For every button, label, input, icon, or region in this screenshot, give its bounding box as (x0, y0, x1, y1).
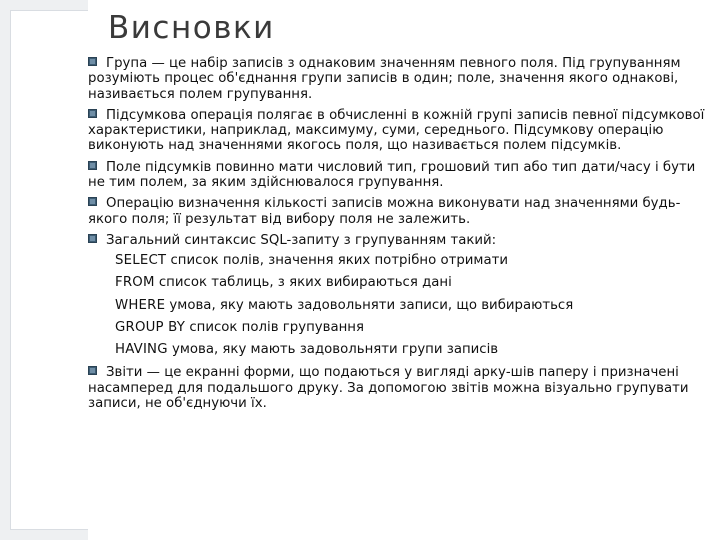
bullet-text: Звіти — це екранні форми, що подаються у вигляді арку-шів паперу і призначені насамперед для подальшого друку. За допомогою звітів можна візуально групувати записи, не об'єднуючи їх. (88, 365, 689, 411)
slide-title: Висновки (108, 10, 275, 46)
square-bullet-icon (88, 366, 97, 375)
sql-line (88, 317, 716, 339)
bullet-text: Загальний синтаксис SQL-запиту з групуванням такий: (106, 232, 497, 248)
bullet-item (88, 56, 716, 102)
square-bullet-icon (88, 234, 97, 243)
bullet-text: Поле підсумків повинно мати числовий тип, грошовий тип або тип дати/часу і бути не тим полем, за яким здійснювалося групування. (88, 159, 696, 191)
sql-description: список таблиць, з яких вибираються дані (154, 275, 452, 291)
sql-line (88, 339, 716, 361)
sql-description: умова, яку мають задовольняти групи записів (167, 342, 499, 358)
sql-keyword: WHERE (115, 297, 166, 313)
left-decor-band (0, 0, 88, 540)
sql-description: список полів групування (185, 319, 365, 335)
sql-keyword: FROM (115, 275, 155, 291)
square-bullet-icon (88, 197, 97, 206)
bullet-text: Операцію визначення кількості записів можна виконувати над значеннями будь-якого поля; її результат від вибору поля не залежить. (88, 196, 681, 227)
sql-keyword: GROUP BY (115, 319, 186, 335)
slide-content (88, 56, 716, 411)
bullet-item (88, 160, 716, 191)
sql-description: список полів, значення яких потрібно отримати (166, 253, 508, 269)
sql-keyword: HAVING (115, 342, 168, 358)
bullet-text: Підсумкова операція полягає в обчисленні в кожній групі записів певної підсумкової характеристики, наприклад, максимуму, суми, середнього. Підсумкову операцію виконують над значеннями якогось поля, що називається полем підсумків. (88, 107, 705, 154)
sql-description: умова, яку мають задовольняти записи, що вибираються (165, 297, 574, 313)
left-decor-panel (10, 10, 88, 530)
sql-line (88, 250, 716, 272)
bullet-item (88, 108, 716, 154)
bullet-item (88, 233, 716, 248)
sql-syntax-block (88, 250, 716, 361)
square-bullet-icon (88, 109, 97, 118)
square-bullet-icon (88, 161, 97, 170)
sql-line (88, 272, 716, 294)
sql-line (88, 295, 716, 317)
bullet-text: Група — це набір записів з однаковим значенням певного поля. Під групуванням розуміють процес об'єднання групи записів в один; поле, значення якого однакові, називається полем групування. (88, 56, 681, 102)
bullet-item (88, 196, 716, 227)
bullet-item (88, 365, 716, 411)
sql-keyword: SELECT (115, 253, 167, 269)
square-bullet-icon (88, 57, 97, 66)
